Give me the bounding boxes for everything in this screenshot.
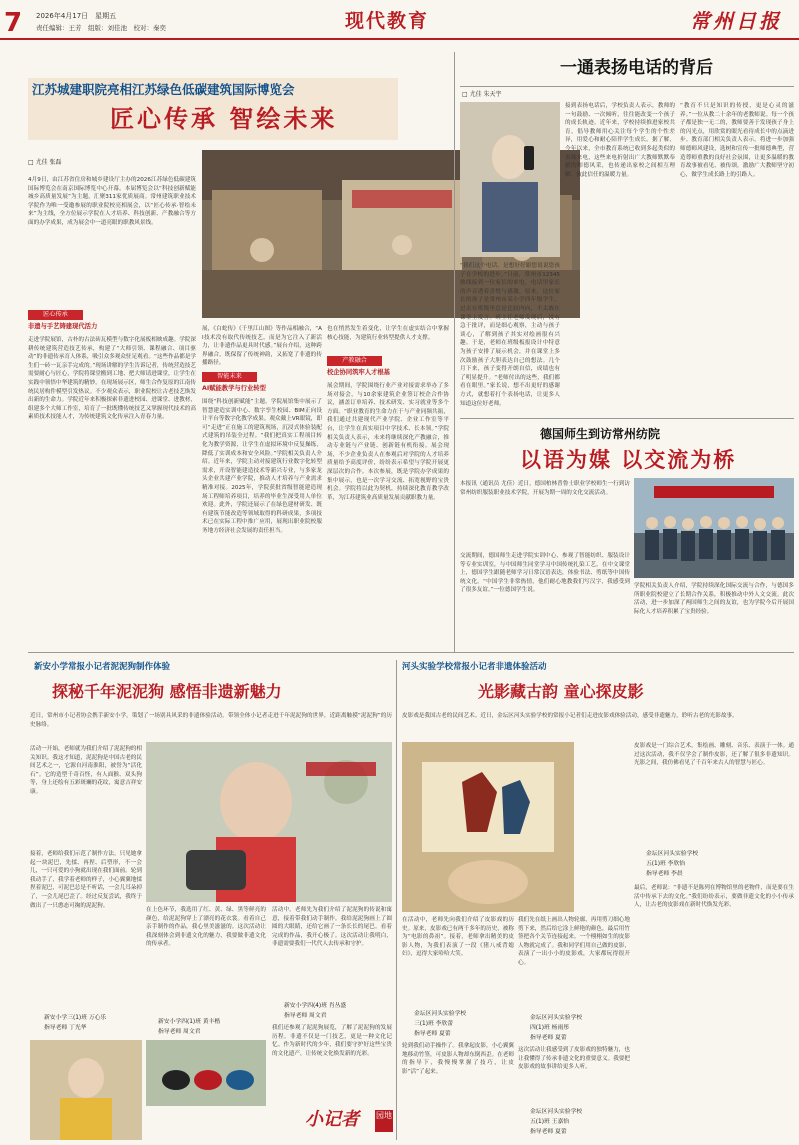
left-feature-col1b: 接着，老师给我们示范了制作方法。只见她拿起一块泥巴，先揉、再捏、后塑形，不一会儿，一只可爱的小狗就出现在我们面前。轮到我动手了，我学着老师的样子，小心翼翼地揉捏着泥巴，可泥巴总是不听话，一会儿耳朵掉了，一会儿尾巴歪了。经过反复尝试，我终于做出了一只憨态可掬的泥泥狗。 (30, 851, 142, 909)
right-feature-col3b: 最后，老师说：“非遗不是陈列在博物馆里的老物件，而是要在生活中传承下去的文化。”我们纷纷表示，要做非遗文化的小小传承人，让古老的皮影戏在新时代焕发光彩。 (634, 885, 794, 909)
german-story-title: 德国师生到访常州纺院 (540, 427, 661, 441)
clay-dog-photo (146, 742, 392, 902)
clay-dog-student-photo-graphic (30, 1040, 142, 1140)
phone-story-col1: “我们这个电话，是想好好跟您说说您孩子在学校的进步。”日前，常州市12345热线接到一位家长的来电，电话里家长的声音透着喜悦与感激。原来，这位家长的孩子是常州市某小学四年级学生，过去在班级里总是比较内向，不太敢在课堂上发言。班主任老师发现后，没有急于批评，而是细心观察，主动与孩子谈心，了解到孩子其实对绘画很有兴趣。于是，老师在班级板报设计中特意为孩子安排了展示机会，并在课堂上多次鼓励孩子大胆表达自己的想法。几个月下来，孩子变得开朗自信，成绩也有了明显提升。“老师付出的这些，我们都看在眼里。”家长说，想不出更好的感谢方式，就想着打个表扬电话，让更多人知道这位好老师。 (460, 263, 560, 407)
mid-divider (28, 652, 794, 653)
subhead-1: 匠心传承 (28, 310, 83, 320)
german-story-col2: 学院相关负责人介绍，学院持续深化国际交流与合作，与德国多所职业院校建立了长期合作关系，积极推动中外人文交流。此次活动，进一步加深了两国师生之间的友谊，也为学院今后开展国际化人才培养积累了宝贵经验。 (634, 583, 794, 615)
left-signature-3: 新安小学四(4)班 肖丛盛 (284, 1003, 347, 1009)
right-feature-col2b: 这次活动让我感受到了皮影戏的独特魅力，也让我懂得了传承非遗文化的重要意义。我要把皮影戏的故事讲给更多人听。 (518, 1047, 630, 1071)
left-signature-1: 新安小学三(1)班 万心乐 (44, 1015, 107, 1021)
page-number: 7 (4, 8, 23, 38)
right-signature-4b: 五(1)班 李欣怡 (646, 861, 686, 867)
german-group-photo-graphic (634, 478, 794, 578)
german-story-lead: 本报讯（通讯员 尤佳）近日，德国柏林普鲁士职业学校师生一行到访常州纺织服装职业技术学院，开展为期一周的文化交流活动。 (460, 481, 630, 496)
right-signature-2b: 四(1)班 杨雨彤 (530, 1025, 570, 1031)
xiaojizhe-brand: 小记者 (305, 1109, 359, 1130)
shadow-puppet-photo-graphic (402, 742, 574, 912)
shadow-puppet-photo (402, 742, 574, 912)
header-rule (0, 38, 799, 40)
german-story-headline: 以语为媒 以交流为桥 (520, 447, 737, 472)
right-teacher-4: 指导老师 李晨 (646, 871, 683, 877)
left-feature-lead: 近日，常州市小记者协会携手新安小学，策划了一场别具风采的非遗体验活动。带领全体小记者走进千年泥泥狗的世界，近距离触摸“泥泥狗”的历史脉络。 (30, 713, 392, 728)
xiaojizhe-brand-tag: 园地 (375, 1110, 393, 1132)
subhead-3: 产教融合 (327, 356, 382, 366)
clay-dog-student-photo (30, 1040, 142, 1140)
clay-dog-photo-graphic (146, 742, 392, 902)
left-feature-kicker: 新安小学常报小记者泥泥狗制作体验 (34, 662, 171, 672)
bottom-column-divider (396, 660, 397, 1140)
clay-dog-works-photo-graphic (146, 1040, 266, 1106)
top-story-body-1: 走进学院展馆，古朴的古法砖瓦模型与数字化展板相映成趣。学院深耕传统建筑营造技艺传承，构建了“大师引领、课程融合、项目驱动”的非遗传承育人体系，吸引众多观众驻足观看。“这些作品都是学生们一砖一瓦亲手完成的。”现场讲解的学生告诉记者，传统营造技艺需要耐心与匠心，学院将课堂搬到工地、把大师请进课堂，让学生在实践中领悟中华建筑的精妙。在现场展示区，师生合作复原的江南传统民居构件模型引发热议。不少观众表示，职业院校让古老技艺焕发出新的生命力。学院近年来积极探索非遗进校园、进课堂、进教材，组建多个大师工作室，培育了一批既懂传统技艺又掌握现代技术的高素质技术技能人才，为传统建筑文化传承注入青春力量。 (28, 337, 196, 421)
masthead-logo: 常州日报 (690, 9, 782, 33)
issue-date: 2026年4月17日 星期五 (36, 12, 117, 20)
right-signature-1b: 三(1)班 李欣蕾 (414, 1021, 454, 1027)
left-signature-2: 新安小学四(1)班 黄丰楷 (158, 1019, 221, 1025)
phone-photo-graphic (460, 102, 560, 257)
german-story-col1: 交流期间，德国师生走进学院实训中心，参观了智能纺织、服装设计等专业实训室，与中国师生同堂学习中国传统扎染工艺。在中文课堂上，德国学生跟随老师学习日常汉语表达，体验书法、剪纸等中国传统文化。“中国学生非常热情，他们耐心地教我们写汉字，我感受到了很多友谊。”一位德国学生说。 (460, 553, 630, 594)
phone-story-byline: □ 尤佳 朱天宇 (462, 91, 502, 98)
right-signature-3b: 五(1)班 王嘉怡 (530, 1119, 570, 1125)
top-story-title: 江苏城建职院亮相江苏绿色低碳建筑国际博览会 (32, 82, 295, 97)
subhead-3-text: 校企协同筑牢人才根基 (327, 369, 390, 376)
right-signature-1: 金坛区河头实验学校 (414, 1011, 467, 1017)
phone-story-col3: “教育不只是知识的传授，更是心灵的滋养。”一位从教二十余年的老教师说。每一个孩子都是独一无二的，教师要善于发现孩子身上的闪光点，用欣赏的眼光看待成长中的点滴进步。教育部门相关负责人表示，将进一步加强师德师风建设，选树和宣传一批师德典型，营造尊师重教的良好社会氛围，让更多温暖的教育故事被看见、被传颂，激励广大教师坚守初心，做学生成长路上的引路人。 (680, 103, 794, 178)
left-feature-col2: 在上色环节，我选用了红、黄、绿、黑等鲜亮的颜色，给泥泥狗穿上了漂亮的花衣裳。看着自己亲手制作的作品，我心里美滋滋的。这次活动让我深刻体会到非遗文化的魅力，我要做非遗文化的传承者。 (146, 907, 266, 948)
left-teacher-1: 指导老师 丁光华 (44, 1025, 87, 1031)
right-feature-col2: 我们先在纸上画出人物轮廓，再用剪刀细心地剪下来，然后给它涂上鲜艳的颜色，最后用竹签把各个关节连接起来。一个栩栩如生的皮影人物就完成了。我和同学们用自己做的皮影，表演了一出小小的皮影戏，大家都玩得很开心。 (518, 917, 630, 966)
right-feature-kicker: 河头实验学校常报小记者非遗体验活动 (402, 662, 547, 672)
left-feature-headline: 探秘千年泥泥狗 感悟非遗新魅力 (52, 682, 282, 701)
editor-line: 责任编辑：王芳 组版：刘佳池 校对：秦奕 (36, 24, 166, 32)
right-signature-2: 金坛区河头实验学校 (530, 1015, 583, 1021)
right-feature-col1: 在活动中，老师先向我们介绍了皮影戏的历史。原来，皮影戏已有两千多年的历史，被称为“电影的鼻祖”。接着，老师拿出精美的皮影人物，为我们表演了一段《猪八戒背媳妇》，逗得大家哈哈大笑。 (402, 917, 514, 958)
right-feature-col1b: 轮到我们动手操作了。我拿起皮影，小心翼翼地移动竹签，可皮影人物却东倒西歪。在老师的指导下，我慢慢掌握了技巧，让皮影“活”了起来。 (402, 1043, 514, 1075)
clay-dog-works-photo (146, 1040, 266, 1106)
right-teacher-2: 指导老师 夏蕾 (530, 1035, 567, 1041)
phone-photo (460, 102, 560, 257)
top-story-col3-a: 也在悄然发生着变化，让学生在虚实结合中掌握核心技能，为建筑行业转型提供人才支撑。 (327, 326, 449, 341)
top-story-byline: □ 尤佳 张磊 (28, 159, 62, 166)
top-story-lead: 4月9日，由江苏省住房和城乡建设厅主办的2026江苏绿色低碳建筑国际博览会在南京国际博览中心开幕。本届博览会以“科技创新赋能城乡高质量发展”为主题，汇聚311家优质展商。常州建筑职业技术学院作为唯一受邀参展的职业院校亮相展会，以“匠心传承·智绘未来”为主线，全方位展示学院在人才培养、科技创新、产教融合等方面的办学成果，成为展会中一道亮眼的职教风景线。 (28, 177, 196, 226)
column-divider (454, 52, 455, 652)
right-feature-headline: 光影藏古韵 童心探皮影 (478, 682, 644, 701)
right-feature-col3: 皮影戏是一门综合艺术，集绘画、雕刻、音乐、表演于一体。通过这次活动，我不仅学会了制作皮影，还了解了很多非遗知识。光影之间，我仿佛看见了千百年来古人的智慧与匠心。 (634, 743, 794, 767)
subhead-2: 智能未来 (202, 372, 257, 382)
left-teacher-2: 指导老师 周文君 (158, 1029, 201, 1035)
left-feature-col1: 活动一开始，老师就为我们介绍了泥泥狗的相关知识。我这才知道，泥泥狗是中国古老的民间艺术之一，它源自河南淮阳，被誉为“活化石”。它的造型千奇百怪，有人面猴、双头狗等，身上还绘有五彩斑斓的花纹，寓意吉祥安康。 (30, 746, 142, 795)
left-feature-col3: 活动中，老师先为我们介绍了泥泥狗的传说和寓意，接着带我们动手制作。我给泥泥狗画上了圆圆的大眼睛，还给它画了一条长长的尾巴。看着完成的作品，我开心极了。这次活动让我明白，非遗需要我们一代代人去传承和守护。 (272, 907, 392, 948)
german-story-rule (460, 418, 794, 419)
right-teacher-3: 指导老师 夏蕾 (530, 1129, 567, 1135)
german-group-photo (634, 478, 794, 578)
left-feature-col3b: 我们还参观了泥泥狗展览，了解了泥泥狗的发展历程。非遗不仅是一门技艺，更是一种文化记忆。作为新时代的少年，我们要守护好这些宝贵的文化遗产，让传统文化焕发新的光彩。 (272, 1025, 392, 1057)
top-story-col2-a: 展，《白蛇传》《千里江山图》等作品相融合，“AI技术没有取代传统技艺，而是为它注入了新活力，让非遗作品更具时代感。”展台介绍，这种跨界融合，既保留了传统神韵，又拓宽了非遗的传播路径。 (202, 326, 322, 367)
top-story-headline: 匠心传承 智绘未来 (110, 104, 338, 133)
top-story-col3-b: 展会期间，学院围绕行业产业对接需求举办了多场对接会，与10余家建筑企业签订校企合作协议，涵盖订单培养、技术研发、实习就业等多个方面。“职业教育的生命力在于与产业同频共振，我们通过共建现代产业学院、企业工作室等平台，让学生在真实项目中学技术、长本领。”学院相关负责人表示，未来将继续深化产教融合，推动专业链与产业链、创新链有机衔接。展会现场，不少企业负责人在参观后对学院的人才培养质量给予高度评价，纷纷表示希望与学院开展更深层次的合作。本次参展，既是学院办学成果的集中展示，也是一次学习交流、拓宽视野的宝贵机会。学院将以此为契机，持续深化教育教学改革，为江苏建筑业高质量发展贡献职教力量。 (327, 383, 449, 501)
top-story-col2-b: 围绕“科技创新赋能”主题，学院展馆集中展示了智慧建造实训中心、数字孪生校园、BIM正向设计平台等数字化教学成果。观众戴上VR眼镜，即可“走进”正在施工的建筑现场，沉浸式体验装配式建筑的吊装全过程。“我们把真实工程项目转化为教学资源，让学生在虚拟环境中反复操练，降低了实训成本和安全风险。”学院相关负责人介绍。近年来，学院主动对接建筑行业数字化转型需求，开设智能建造技术等新兴专业，与多家龙头企业共建产业学院，推动人才培养与产业需求精准对接。2025年，学院获批省级智能建造现场工程师培养项目，培养的毕业生深受用人单位欢迎。此外，学院还展示了在绿色建材研发、既有建筑节能改造等领域取得的科研成果，多项技术已在实际工程中推广应用，展现出职业院校服务地方经济社会发展的责任担当。 (202, 399, 322, 534)
subhead-2-text: AI赋能教学与行业转型 (202, 385, 266, 392)
subhead-1-text: 非遗与手艺铸建现代活力 (28, 323, 98, 330)
right-feature-lead: 皮影戏是我国古老的民间艺术。近日，金坛区河头实验学校的常报小记者们走进皮影戏体验活动，感受非遗魅力，聆听古老的光影故事。 (402, 713, 738, 719)
right-signature-4: 金坛区河头实验学校 (646, 851, 699, 857)
right-signature-3: 金坛区河头实验学校 (530, 1109, 583, 1115)
section-title: 现代教育 (345, 10, 430, 32)
phone-story-title: 一通表扬电话的背后 (560, 58, 713, 78)
left-teacher-3: 指导老师 周文君 (284, 1013, 327, 1019)
phone-story-col2: 接到表扬电话后，学校负责人表示，教师的一句鼓励、一次倾听，往往能改变一个孩子的成长轨迹。近年来，学校持续推进家校共育，倡导教师用心关注每个学生的个性差异，用爱心和耐心陪伴学生成长。据了解，今年以来，全市教育系统已收到多起类似的表扬来电，这些来电折射出广大教师默默奉献的师德风采，也传递出家校之间相互理解、彼此信任的温暖力量。 (565, 103, 675, 178)
right-teacher-1: 指导老师 夏蕾 (414, 1031, 451, 1037)
phone-story-title-rule (460, 86, 794, 87)
